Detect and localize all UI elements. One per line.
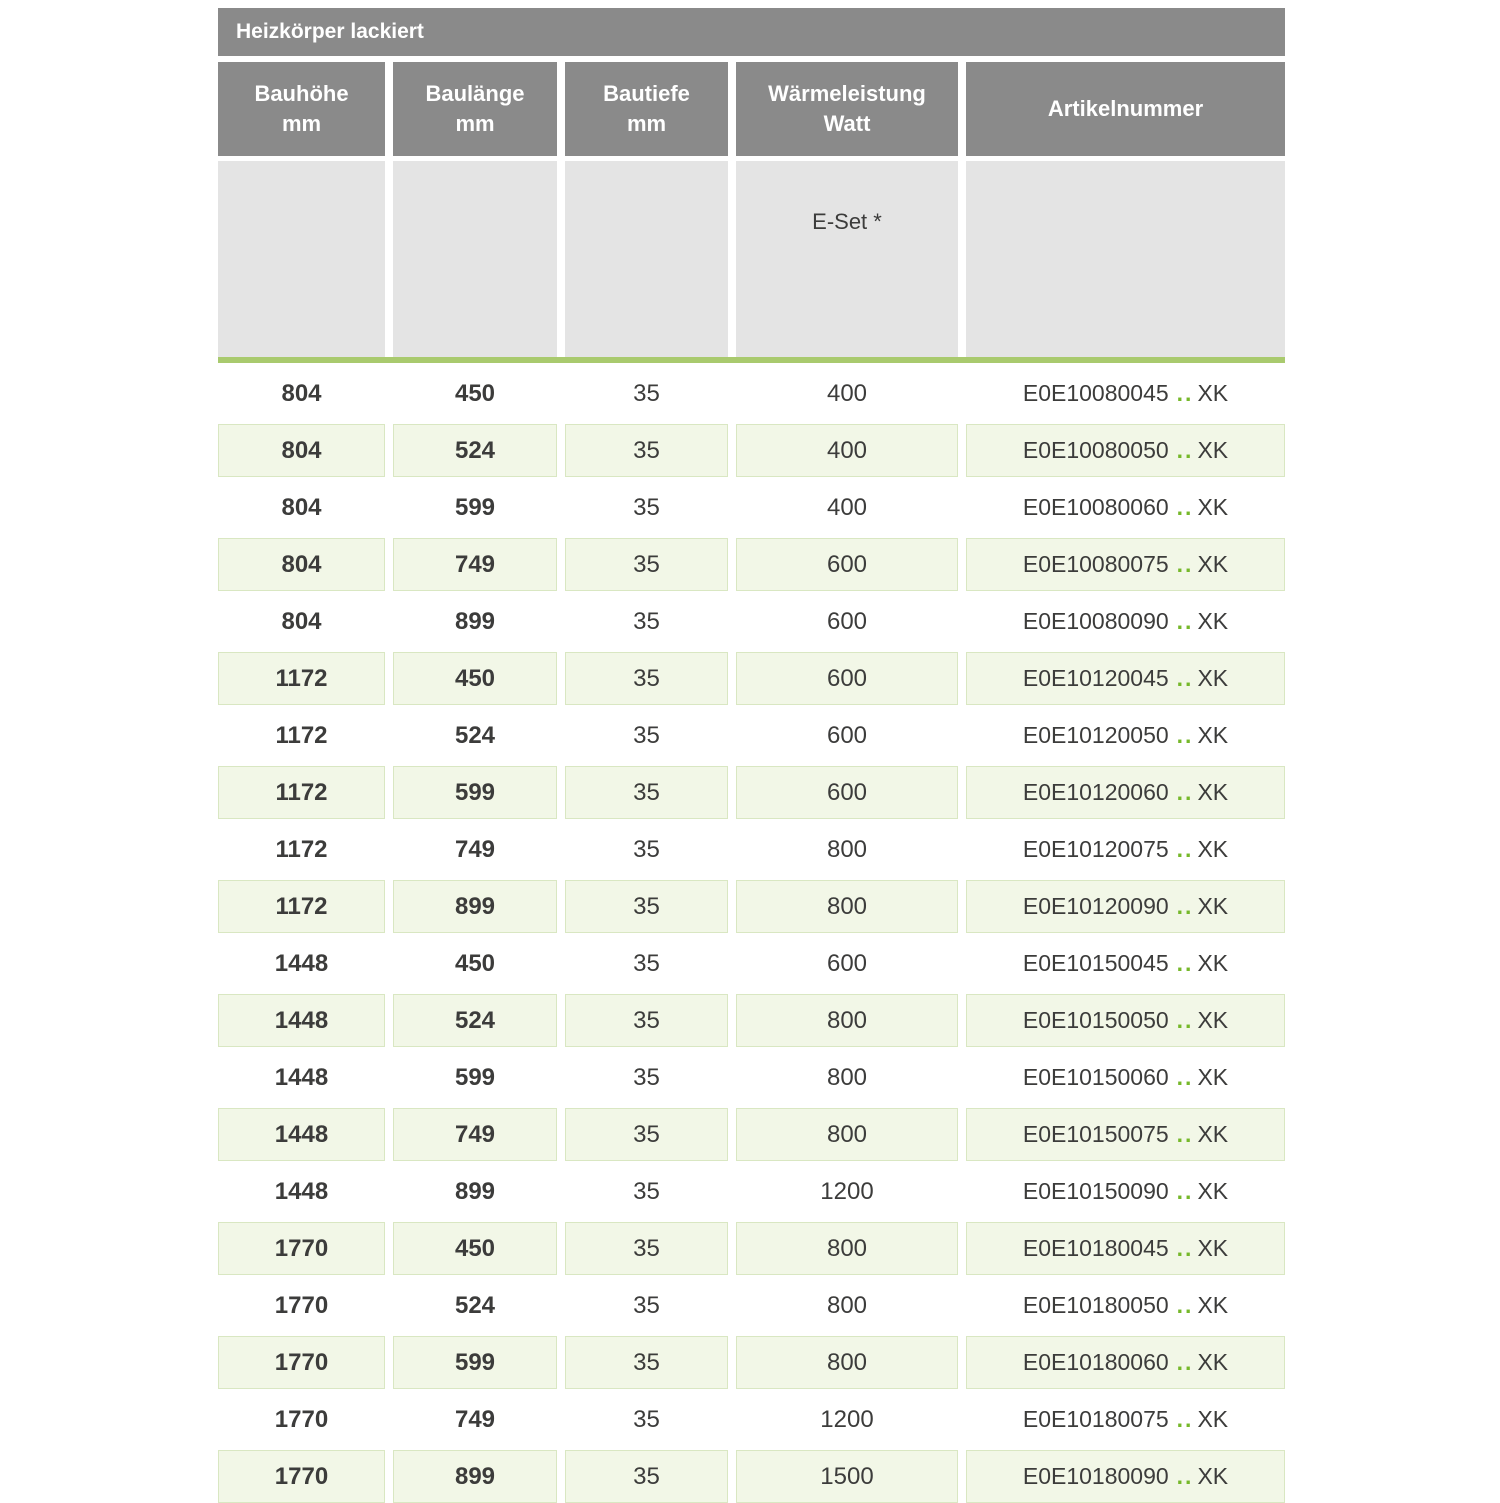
table-row: [218, 1165, 1285, 1218]
cell-watt: 800: [736, 994, 958, 1047]
table-row: [218, 424, 1285, 477]
cell-bautiefe: 35: [565, 1108, 728, 1161]
subheader-cell-bautiefe: [565, 161, 728, 357]
cell-artikelnummer: [966, 1336, 1285, 1389]
cell-baulaenge: 599: [393, 1336, 557, 1389]
table-row: [218, 481, 1285, 534]
cell-watt: 800: [736, 1222, 958, 1275]
artikel-dots: ..: [1176, 722, 1194, 748]
cell-watt: 1200: [820, 1177, 874, 1205]
cell-artikelnummer: [966, 766, 1285, 819]
subheader-cell-artikelnummer: [966, 161, 1285, 357]
column-header-bautiefe: [565, 62, 728, 156]
table-row: [218, 994, 1285, 1047]
cell-artikelnummer: [966, 823, 1285, 876]
cell-bauhoehe: 804: [281, 379, 322, 407]
cell-bauhoehe: 1770: [218, 1222, 385, 1275]
artikel-suffix: XK: [1197, 1178, 1229, 1204]
cell-baulaenge: 599: [454, 493, 496, 521]
cell-bauhoehe: 1770: [218, 1450, 385, 1503]
cell-watt: 600: [736, 652, 958, 705]
artikel-suffix: XK: [1197, 551, 1229, 577]
cell-bautiefe: 35: [565, 1336, 728, 1389]
table-row: [218, 766, 1285, 819]
cell-baulaenge: 899: [454, 1177, 496, 1205]
artikel-suffix: XK: [1197, 1064, 1229, 1090]
cell-artikelnummer: [966, 1051, 1285, 1104]
cell-bauhoehe: 1172: [218, 766, 385, 819]
cell-bautiefe: 35: [565, 1222, 728, 1275]
column-header-baulaenge: [393, 62, 557, 156]
artikel-suffix: XK: [1197, 893, 1229, 919]
table-body: [218, 367, 1285, 1503]
table-row: [218, 1336, 1285, 1389]
artikel-suffix: XK: [1197, 1007, 1229, 1033]
cell-bauhoehe: 804: [281, 493, 322, 521]
artikel-dots: ..: [1176, 380, 1194, 406]
cell-bautiefe: 35: [565, 424, 728, 477]
cell-watt: 600: [736, 538, 958, 591]
artikel-dots: ..: [1176, 665, 1194, 691]
column-header-line1: Wärmeleistung: [768, 81, 926, 107]
artikel-prefix: E0E10180050: [1022, 1292, 1169, 1318]
cell-watt: 400: [736, 424, 958, 477]
table-row: [218, 1222, 1285, 1275]
column-header-artikelnummer: [966, 62, 1285, 156]
artikel-suffix: XK: [1197, 437, 1229, 463]
cell-bautiefe: 35: [633, 1177, 660, 1205]
cell-baulaenge: 524: [454, 1291, 496, 1319]
column-header-row: [218, 62, 1285, 156]
cell-bauhoehe: 804: [281, 607, 322, 635]
cell-bauhoehe: 1172: [218, 652, 385, 705]
cell-artikelnummer: [966, 880, 1285, 933]
column-header-line1: Artikelnummer: [1047, 96, 1204, 122]
artikel-prefix: E0E10180045: [1022, 1235, 1169, 1261]
table-row: [218, 595, 1285, 648]
column-header-line2: mm: [455, 111, 495, 136]
cell-artikelnummer: [966, 595, 1285, 648]
table-row: [218, 1108, 1285, 1161]
cell-bauhoehe: 1172: [275, 835, 328, 863]
cell-artikelnummer: [966, 481, 1285, 534]
artikel-prefix: E0E10150060: [1022, 1064, 1169, 1090]
artikel-prefix: E0E10080090: [1022, 608, 1169, 634]
artikel-suffix: XK: [1197, 779, 1229, 805]
table-row: [218, 709, 1285, 762]
cell-bauhoehe: 1770: [218, 1336, 385, 1389]
artikel-prefix: E0E10150050: [1022, 1007, 1169, 1033]
cell-watt: 800: [826, 835, 868, 863]
cell-bauhoehe: 1172: [275, 721, 328, 749]
artikel-dots: ..: [1176, 1007, 1194, 1033]
artikel-dots: ..: [1176, 1463, 1194, 1489]
artikel-suffix: XK: [1197, 836, 1229, 862]
cell-bautiefe: 35: [633, 607, 660, 635]
artikel-prefix: E0E10120060: [1022, 779, 1169, 805]
cell-artikelnummer: [966, 937, 1285, 990]
cell-bauhoehe: 804: [218, 538, 385, 591]
artikel-prefix: E0E10120090: [1022, 893, 1169, 919]
cell-bautiefe: 35: [633, 1063, 660, 1091]
artikel-dots: ..: [1176, 1406, 1194, 1432]
artikel-dots: ..: [1176, 893, 1194, 919]
artikel-dots: ..: [1176, 836, 1194, 862]
artikel-prefix: E0E10080050: [1022, 437, 1169, 463]
table-row: [218, 538, 1285, 591]
artikel-prefix: E0E10120050: [1022, 722, 1169, 748]
cell-watt: 600: [826, 607, 868, 635]
cell-baulaenge: 599: [393, 766, 557, 819]
artikel-suffix: XK: [1197, 665, 1229, 691]
cell-bautiefe: 35: [633, 379, 660, 407]
artikel-dots: ..: [1176, 1178, 1194, 1204]
subheader-row: [218, 161, 1285, 357]
table-row: [218, 367, 1285, 420]
artikel-suffix: XK: [1197, 950, 1229, 976]
table-title-bar: [218, 8, 1285, 56]
cell-baulaenge: 749: [454, 1405, 496, 1433]
column-header-line2: Watt: [823, 111, 871, 136]
cell-artikelnummer: [966, 994, 1285, 1047]
artikel-suffix: XK: [1197, 380, 1229, 406]
eset-label: E-Set *: [812, 209, 882, 234]
cell-bauhoehe: 1770: [274, 1291, 329, 1319]
artikel-dots: ..: [1176, 1235, 1194, 1261]
artikel-dots: ..: [1176, 1349, 1194, 1375]
cell-bautiefe: 35: [633, 493, 660, 521]
cell-watt: 800: [736, 880, 958, 933]
cell-watt: 600: [826, 949, 868, 977]
cell-bautiefe: 35: [565, 652, 728, 705]
table-row: [218, 1279, 1285, 1332]
cell-watt: 600: [736, 766, 958, 819]
artikel-suffix: XK: [1197, 1349, 1229, 1375]
artikel-suffix: XK: [1197, 1463, 1229, 1489]
cell-bautiefe: 35: [565, 766, 728, 819]
cell-bauhoehe: 1448: [274, 1177, 329, 1205]
artikel-suffix: XK: [1197, 722, 1229, 748]
subheader-cell-baulaenge: [393, 161, 557, 357]
column-header-line1: Bauhöhe: [254, 81, 349, 107]
cell-bautiefe: 35: [633, 949, 660, 977]
cell-bauhoehe: 804: [218, 424, 385, 477]
artikel-dots: ..: [1176, 950, 1194, 976]
cell-artikelnummer: [966, 1165, 1285, 1218]
cell-bauhoehe: 1448: [218, 994, 385, 1047]
artikel-dots: ..: [1176, 494, 1194, 520]
table-row: [218, 937, 1285, 990]
artikel-dots: ..: [1176, 551, 1194, 577]
artikel-prefix: E0E10180090: [1022, 1463, 1169, 1489]
artikel-prefix: E0E10180075: [1022, 1406, 1169, 1432]
cell-baulaenge: 899: [393, 880, 557, 933]
cell-artikelnummer: [966, 709, 1285, 762]
cell-bauhoehe: 1448: [218, 1108, 385, 1161]
artikel-prefix: E0E10150045: [1022, 950, 1169, 976]
cell-baulaenge: 450: [393, 1222, 557, 1275]
cell-watt: 800: [736, 1108, 958, 1161]
cell-baulaenge: 899: [454, 607, 496, 635]
artikel-dots: ..: [1176, 779, 1194, 805]
product-spec-table: [218, 8, 1285, 1503]
cell-baulaenge: 524: [393, 424, 557, 477]
cell-bautiefe: 35: [565, 994, 728, 1047]
cell-bautiefe: 35: [565, 1450, 728, 1503]
cell-artikelnummer: [966, 1108, 1285, 1161]
cell-bauhoehe: 1448: [274, 1063, 329, 1091]
cell-baulaenge: 749: [393, 538, 557, 591]
cell-baulaenge: 749: [393, 1108, 557, 1161]
cell-watt: 1500: [736, 1450, 958, 1503]
cell-watt: 400: [826, 379, 868, 407]
cell-watt: 800: [826, 1291, 868, 1319]
cell-bautiefe: 35: [633, 835, 660, 863]
cell-watt: 800: [736, 1336, 958, 1389]
subheader-cell-waermeleistung: [736, 161, 958, 357]
table-row: [218, 880, 1285, 933]
artikel-dots: ..: [1176, 1064, 1194, 1090]
column-header-line1: Bautiefe: [603, 81, 690, 107]
artikel-prefix: E0E10080075: [1022, 551, 1169, 577]
cell-bautiefe: 35: [565, 538, 728, 591]
cell-artikelnummer: [966, 1222, 1285, 1275]
artikel-prefix: E0E10150075: [1022, 1121, 1169, 1147]
cell-artikelnummer: [966, 1450, 1285, 1503]
cell-artikelnummer: [966, 367, 1285, 420]
cell-bautiefe: 35: [633, 1405, 660, 1433]
cell-artikelnummer: [966, 652, 1285, 705]
cell-bauhoehe: 1770: [274, 1405, 329, 1433]
artikel-prefix: E0E10120075: [1022, 836, 1169, 862]
table-row: [218, 1450, 1285, 1503]
artikel-prefix: E0E10150090: [1022, 1178, 1169, 1204]
artikel-dots: ..: [1176, 1292, 1194, 1318]
cell-baulaenge: 450: [454, 949, 496, 977]
artikel-suffix: XK: [1197, 1406, 1229, 1432]
table-row: [218, 1393, 1285, 1446]
column-header-line1: Baulänge: [425, 81, 525, 107]
cell-baulaenge: 599: [454, 1063, 496, 1091]
cell-artikelnummer: [966, 1393, 1285, 1446]
column-header-waermeleistung: [736, 62, 958, 156]
cell-baulaenge: 524: [393, 994, 557, 1047]
artikel-prefix: E0E10080045: [1022, 380, 1169, 406]
cell-artikelnummer: [966, 424, 1285, 477]
table-row: [218, 823, 1285, 876]
cell-baulaenge: 524: [454, 721, 496, 749]
cell-baulaenge: 450: [393, 652, 557, 705]
cell-artikelnummer: [966, 1279, 1285, 1332]
cell-watt: 600: [826, 721, 868, 749]
table-row: [218, 652, 1285, 705]
cell-bautiefe: 35: [633, 1291, 660, 1319]
cell-bautiefe: 35: [633, 721, 660, 749]
artikel-suffix: XK: [1197, 1292, 1229, 1318]
cell-bauhoehe: 1448: [274, 949, 329, 977]
artikel-dots: ..: [1176, 608, 1194, 634]
artikel-dots: ..: [1176, 437, 1194, 463]
divider-rule: [218, 357, 1285, 363]
cell-baulaenge: 450: [454, 379, 496, 407]
artikel-prefix: E0E10120045: [1022, 665, 1169, 691]
cell-watt: 400: [826, 493, 868, 521]
column-header-line2: mm: [281, 111, 322, 136]
cell-bauhoehe: 1172: [218, 880, 385, 933]
column-header-line2: mm: [626, 111, 667, 136]
artikel-dots: ..: [1176, 1121, 1194, 1147]
artikel-prefix: E0E10080060: [1022, 494, 1169, 520]
artikel-suffix: XK: [1197, 608, 1229, 634]
cell-watt: 800: [826, 1063, 868, 1091]
column-header-bauhoehe: [218, 62, 385, 156]
artikel-prefix: E0E10180060: [1022, 1349, 1169, 1375]
cell-artikelnummer: [966, 538, 1285, 591]
cell-baulaenge: 899: [393, 1450, 557, 1503]
table-title: Heizkörper lackiert: [236, 20, 424, 43]
cell-watt: 1200: [820, 1405, 874, 1433]
artikel-suffix: XK: [1197, 494, 1229, 520]
cell-bautiefe: 35: [565, 880, 728, 933]
subheader-cell-bauhoehe: [218, 161, 385, 357]
artikel-suffix: XK: [1197, 1235, 1229, 1261]
table-row: [218, 1051, 1285, 1104]
artikel-suffix: XK: [1197, 1121, 1229, 1147]
cell-baulaenge: 749: [454, 835, 496, 863]
